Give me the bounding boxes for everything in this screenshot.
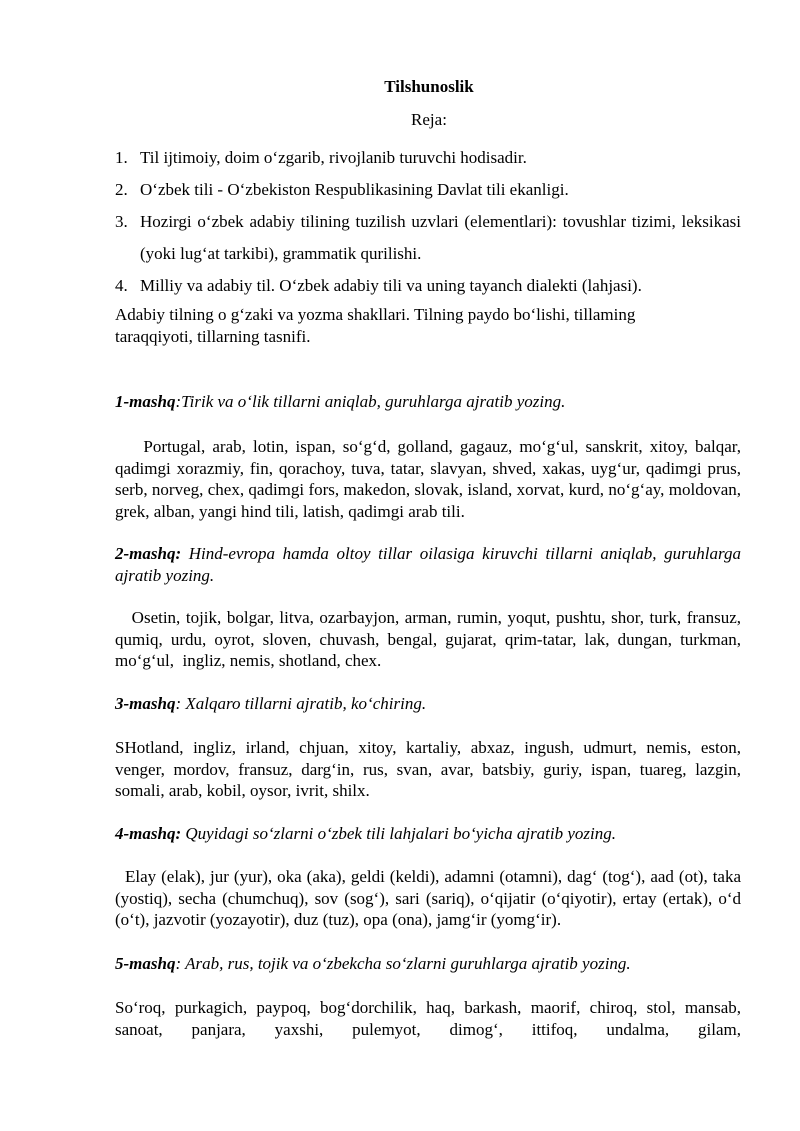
plan-item-number: 1.: [115, 148, 128, 167]
exercise-label: 5-mashq: [115, 954, 176, 973]
plan-item-text: O‘zbek tili - O‘zbekiston Respublikasining Davlat tili ekanligi.: [140, 180, 569, 199]
exercise-1-heading: [115, 391, 741, 413]
plan-heading: Reja:: [411, 110, 447, 129]
exercise-1-body: Portugal, arab, lotin, ispan, so‘g‘d, golland, gagauz, mo‘g‘ul, sanskrit, xitoy, balqar, qadimgi xorazmiy, fin, qorachoy, tuva, tatar, slavyan, shved, xakas, uyg‘ur, qadimgi prus, serb, norveg, chex, qadimgi fors, makedon, slovak, island, xorvat, kurd, no‘g‘ay, moldovan, grek, alban, yangi hind tili, latish, qadimgi arab tili.: [115, 437, 746, 521]
exercise-task: Hind-evropa hamda oltoy tillar oilasiga kiruvchi tillarni aniqlab, guruhlarga ajratib yozing.: [115, 544, 741, 585]
exercise-separator: :: [175, 954, 182, 973]
plan-item: [115, 142, 741, 174]
plan-item-number: 3.: [115, 212, 128, 231]
exercise-3-body: SHotland, ingliz, irland, chjuan, xitoy, kartaliy, abxaz, ingush, udmurt, nemis, eston, venger, mordov, fransuz, darg‘in, rus, svan, avar, batsbiy, guriy, ispan, tuareg, lazgin, somali, arab, kobil, oysor, ivrit, shilx.: [115, 738, 741, 800]
exercise-label: 3-mashq: [115, 694, 176, 713]
document-title: Tilshunoslik: [384, 77, 474, 96]
plan-item: [115, 206, 741, 270]
plan-item-number: 4.: [115, 276, 128, 295]
exercise-5-heading: [115, 953, 741, 975]
exercise-separator: :: [175, 392, 182, 411]
exercise-task: Quyidagi so‘zlarni o‘zbek tili lahjalari bo‘yicha ajratib yozing.: [181, 824, 617, 843]
exercise-task: Tirik va o‘lik tillarni aniqlab, guruhlarga ajratib yozing.: [181, 392, 566, 411]
plan-item: [115, 174, 741, 206]
exercise-label: 2-mashq:: [115, 544, 182, 563]
exercise-4-heading: [115, 823, 741, 845]
exercise-5-body: So‘roq, purkagich, paypoq, bog‘dorchilik, haq, barkash, maorif, chiroq, stol, mansab, sanoat, panjara, yaxshi, pulemyot, dimog‘, ittifoq, undalma, gilam,: [115, 998, 741, 1039]
exercise-3-heading: [115, 693, 741, 715]
exercise-task: Xalqaro tillarni ajratib, ko‘chiring.: [181, 694, 427, 713]
plan-item: [115, 270, 741, 302]
exercise-separator: :: [175, 694, 182, 713]
exercise-task: Arab, rus, tojik va o‘zbekcha so‘zlarni guruhlarga ajratib yozing.: [181, 954, 631, 973]
exercise-2-body: Osetin, tojik, bolgar, litva, ozarbayjon, arman, rumin, yoqut, pushtu, shor, turk, fransuz, qumiq, urdu, oyrot, sloven, chuvash, bengal, gujarat, qrim-tatar, lak, dungan, turkman, mo‘g‘ul, ingliz, nemis, shotland, chex.: [115, 608, 746, 670]
exercise-label: 1-mashq: [115, 392, 176, 411]
intro-paragraph: Adabiy tilning o g‘zaki va yozma shakllari. Tilning paydo bo‘lishi, tillaming taraqqiyoti, tillarning tasnifi.: [115, 305, 636, 346]
exercise-2-heading: [115, 543, 741, 587]
plan-item-number: 2.: [115, 180, 128, 199]
plan-item-text: Milliy va adabiy til. O‘zbek adabiy tili va uning tayanch dialekti (lahjasi).: [140, 276, 642, 295]
plan-list: [115, 142, 741, 302]
exercise-4-body: Elay (elak), jur (yur), oka (aka), geldi (keldi), adamni (otamni), dag‘ (tog‘), aad (ot), taka (yostiq), secha (chumchuq), sov (sog‘), sari (sariq), o‘qijatir (o‘qiyotir), ertay (ertak), o‘d (o‘t), jazvotir (yozayotir), duz (tuz), opa (ona), jamg‘ir (yomg‘ir).: [115, 867, 746, 929]
exercise-label: 4-mashq:: [115, 824, 182, 843]
plan-item-text: Hozirgi o‘zbek adabiy tilining tuzilish uzvlari (elementlari): tovushlar tizimi, leksikasi (yoki lug‘at tarkibi), grammatik qurilishi.: [140, 212, 741, 263]
plan-item-text: Til ijtimoiy, doim o‘zgarib, rivojlanib turuvchi hodisadir.: [140, 148, 527, 167]
